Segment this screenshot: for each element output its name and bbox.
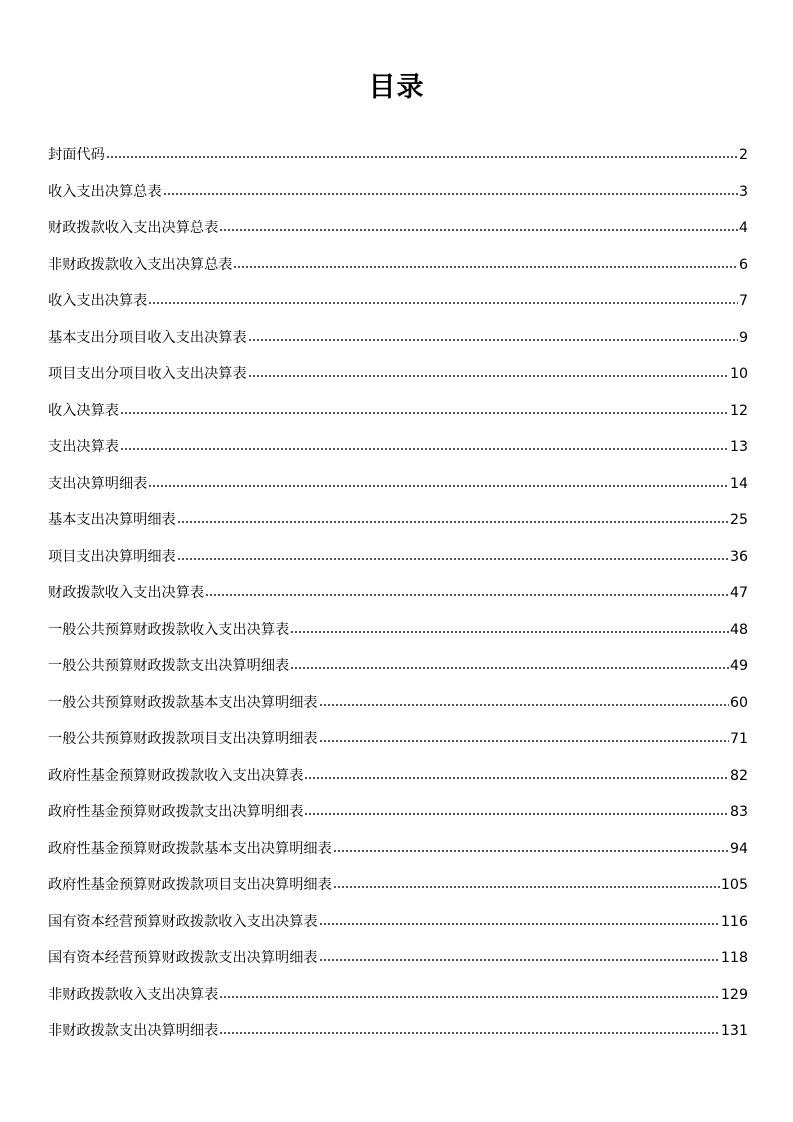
toc-entry-page-number: 105 [720, 877, 748, 893]
toc-entry-page-number: 2 [738, 147, 748, 163]
toc-dot-leader [248, 362, 729, 380]
toc-entry-label: 项目支出分项目收入支出决算表 [48, 366, 247, 382]
toc-dot-leader [319, 946, 720, 964]
toc-entry[interactable] [48, 616, 748, 653]
toc-entry-page-number: 47 [729, 585, 748, 601]
toc-entry[interactable] [48, 506, 748, 543]
toc-entry-label: 财政拨款收入支出决算表 [48, 585, 205, 601]
toc-entry-label: 封面代码 [48, 147, 105, 163]
toc-entry-label: 政府性基金预算财政拨款基本支出决算明细表 [48, 840, 332, 857]
toc-dot-leader [120, 399, 729, 417]
toc-dot-leader [148, 289, 738, 307]
toc-entry-page-number: 49 [729, 658, 748, 674]
toc-entry[interactable] [48, 287, 748, 324]
toc-entry-page-number: 94 [729, 840, 748, 857]
toc-dot-leader [304, 800, 729, 818]
toc-dot-leader [205, 581, 729, 599]
toc-dot-leader [319, 691, 729, 709]
toc-entry-page-number: 9 [738, 329, 748, 346]
toc-entry-page-number: 129 [720, 986, 748, 1003]
toc-dot-leader [248, 326, 738, 344]
toc-entry[interactable] [48, 214, 748, 251]
page-title: 目录 [368, 72, 425, 103]
toc-entry[interactable] [48, 944, 748, 981]
toc-entry-page-number: 131 [720, 1023, 748, 1039]
toc-entry-label: 政府性基金预算财政拨款支出决算明细表 [48, 804, 304, 820]
toc-entry-page-number: 82 [729, 767, 748, 784]
toc-entry-page-number: 60 [729, 694, 748, 711]
toc-entry[interactable] [48, 762, 748, 799]
toc-entry-page-number: 13 [729, 439, 748, 455]
toc-entry[interactable] [48, 360, 748, 397]
toc-entry-page-number: 12 [729, 402, 748, 419]
toc-entry-label: 政府性基金预算财政拨款收入支出决算表 [48, 767, 304, 784]
toc-dot-leader [333, 837, 729, 855]
toc-entry-page-number: 6 [738, 256, 748, 273]
toc-entry-label: 一般公共预算财政拨款支出决算明细表 [48, 658, 290, 674]
toc-entry[interactable] [48, 397, 748, 434]
toc-entry-label: 一般公共预算财政拨款项目支出决算明细表 [48, 731, 318, 747]
table-of-contents [48, 141, 748, 1054]
toc-dot-leader [106, 143, 738, 161]
toc-dot-leader [148, 472, 729, 490]
toc-entry[interactable] [48, 579, 748, 616]
toc-entry-label: 支出决算明细表 [48, 475, 148, 492]
toc-entry-page-number: 3 [738, 183, 748, 200]
toc-entry[interactable] [48, 543, 748, 580]
toc-dot-leader [219, 983, 720, 1001]
toc-dot-leader [290, 618, 729, 636]
toc-dot-leader [304, 764, 729, 782]
toc-entry-page-number: 116 [720, 913, 748, 930]
toc-entry-page-number: 48 [729, 621, 748, 638]
toc-entry[interactable] [48, 141, 748, 178]
toc-entry-label: 非财政拨款收入支出决算表 [48, 986, 219, 1003]
toc-entry[interactable] [48, 981, 748, 1018]
toc-entry-label: 国有资本经营预算财政拨款支出决算明细表 [48, 950, 318, 966]
toc-entry-page-number: 118 [720, 950, 748, 966]
toc-entry[interactable] [48, 1017, 748, 1054]
toc-dot-leader [219, 216, 738, 234]
toc-entry[interactable] [48, 798, 748, 835]
toc-entry-page-number: 25 [729, 512, 748, 528]
toc-entry-label: 项目支出决算明细表 [48, 548, 176, 565]
toc-entry-page-number: 71 [729, 731, 748, 747]
toc-dot-leader [233, 253, 738, 271]
toc-dot-leader [177, 545, 729, 563]
toc-entry-label: 一般公共预算财政拨款收入支出决算表 [48, 621, 290, 638]
toc-entry-page-number: 83 [729, 804, 748, 820]
toc-entry[interactable] [48, 470, 748, 507]
toc-entry-label: 收入决算表 [48, 402, 119, 419]
toc-entry-page-number: 10 [729, 366, 748, 382]
toc-entry[interactable] [48, 871, 748, 908]
toc-dot-leader [319, 910, 720, 928]
toc-entry-label: 非财政拨款收入支出决算总表 [48, 256, 233, 273]
toc-entry-label: 基本支出决算明细表 [48, 512, 176, 528]
toc-entry[interactable] [48, 251, 748, 288]
toc-entry[interactable] [48, 178, 748, 215]
toc-entry-page-number: 4 [738, 220, 748, 236]
toc-entry[interactable] [48, 433, 748, 470]
toc-entry[interactable] [48, 725, 748, 762]
toc-entry-label: 基本支出分项目收入支出决算表 [48, 329, 247, 346]
toc-entry-label: 国有资本经营预算财政拨款收入支出决算表 [48, 913, 318, 930]
toc-entry-label: 一般公共预算财政拨款基本支出决算明细表 [48, 694, 318, 711]
toc-dot-leader [290, 654, 729, 672]
toc-entry-label: 收入支出决算表 [48, 293, 148, 309]
toc-dot-leader [219, 1019, 720, 1037]
toc-entry[interactable] [48, 652, 748, 689]
toc-entry-page-number: 36 [729, 548, 748, 565]
toc-entry-label: 财政拨款收入支出决算总表 [48, 220, 219, 236]
toc-entry-label: 收入支出决算总表 [48, 183, 162, 200]
toc-entry-label: 政府性基金预算财政拨款项目支出决算明细表 [48, 877, 332, 893]
toc-dot-leader [120, 435, 729, 453]
toc-entry-page-number: 7 [738, 293, 748, 309]
toc-entry[interactable] [48, 689, 748, 726]
toc-entry[interactable] [48, 908, 748, 945]
toc-dot-leader [319, 727, 729, 745]
toc-entry[interactable] [48, 324, 748, 361]
toc-entry-page-number: 14 [729, 475, 748, 492]
toc-entry[interactable] [48, 835, 748, 872]
toc-dot-leader [163, 180, 738, 198]
toc-dot-leader [333, 873, 720, 891]
toc-dot-leader [177, 508, 729, 526]
toc-entry-label: 支出决算表 [48, 439, 119, 455]
toc-entry-label: 非财政拨款支出决算明细表 [48, 1023, 219, 1039]
